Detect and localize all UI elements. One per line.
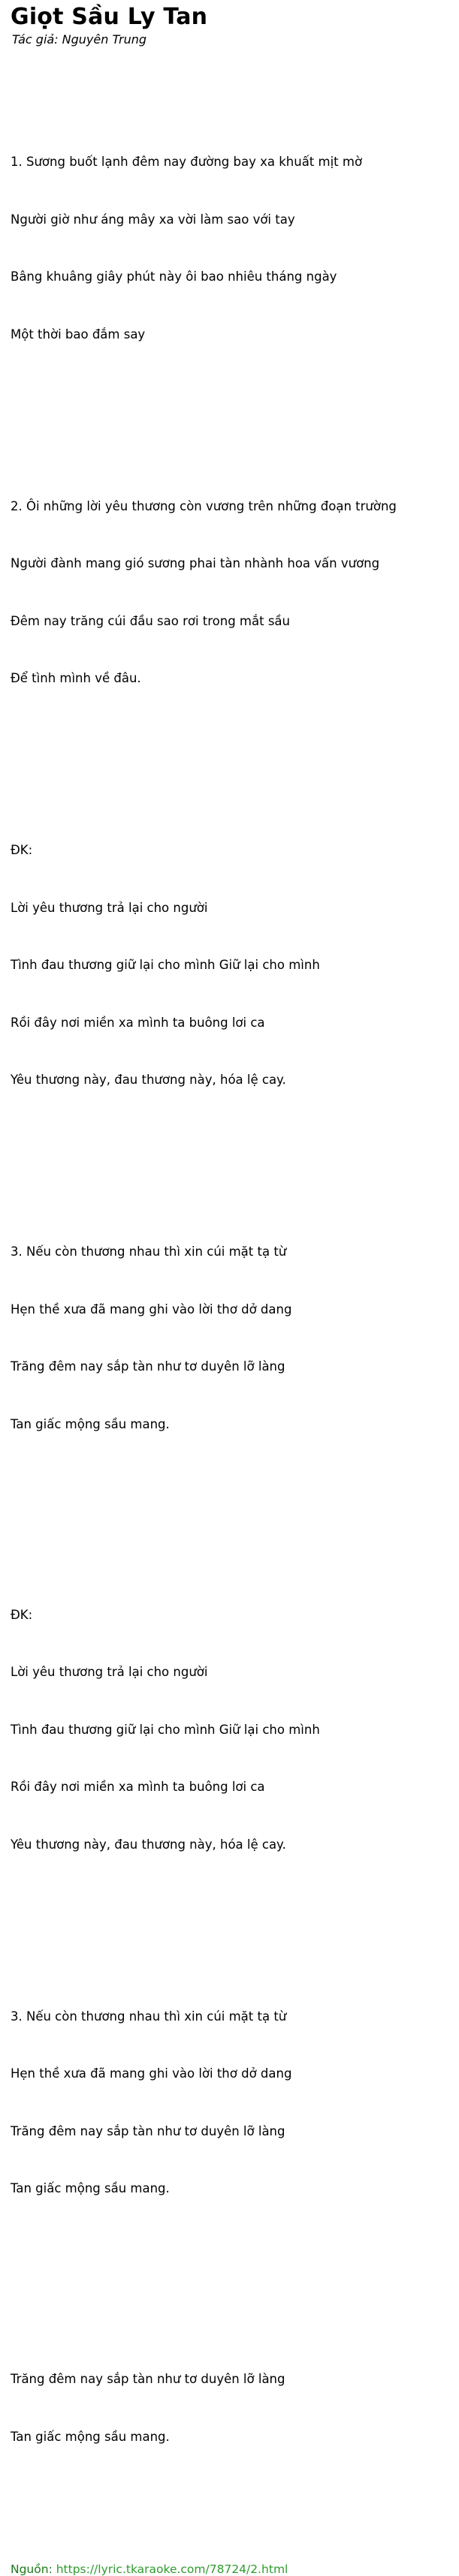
source-line bbox=[11, 2562, 448, 2576]
lyrics-line: Rồi đây nơi miền xa mình ta buông lơi ca bbox=[11, 1015, 265, 1030]
lyrics-line: Rồi đây nơi miền xa mình ta buông lơi ca bbox=[11, 1780, 265, 1794]
lyrics-stanza-chorus bbox=[11, 1567, 448, 1893]
lyrics-line: Trăng đêm nay sắp tàn như tơ duyên lỡ làng bbox=[11, 2372, 285, 2386]
lyrics-line: Tan giấc mộng sầu mang. bbox=[11, 2429, 170, 2444]
page-title: Giọt Sầu Ly Tan bbox=[11, 4, 208, 30]
lyrics-line: Bâng khuâng giây phút này ôi bao nhiêu tháng ngày bbox=[11, 269, 337, 284]
lyrics-stanza bbox=[11, 114, 448, 382]
lyrics-line: Trăng đêm nay sắp tàn như tơ duyên lỡ làng bbox=[11, 2123, 285, 2138]
source-label: Nguồn: bbox=[11, 2562, 56, 2576]
lyrics-line: Tình đau thương giữ lại cho mình Giữ lại cho mình bbox=[11, 958, 320, 972]
lyrics-line: Hẹn thề xưa đã mang ghi vào lời thơ dở dang bbox=[11, 2066, 292, 2081]
lyrics-line: Yêu thương này, đau thương này, hóa lệ cay. bbox=[11, 1073, 286, 1087]
lyrics-line: Tan giấc mộng sầu mang. bbox=[11, 1416, 170, 1431]
lyrics-line: Hẹn thề xưa đã mang ghi vào lời thơ dở dang bbox=[11, 1302, 292, 1317]
chorus-heading: ĐK: bbox=[11, 1607, 33, 1622]
lyrics-line: Đêm nay trăng cúi đầu sao rơi trong mắt sầu bbox=[11, 613, 290, 628]
chorus-heading: ĐK: bbox=[11, 843, 33, 857]
lyrics-line: 1. Sương buốt lạnh đêm nay đường bay xa khuất mịt mờ bbox=[11, 155, 363, 169]
lyrics-stanza bbox=[11, 459, 448, 727]
lyrics-line: 3. Nếu còn thương nhau thì xin cúi mặt tạ từ bbox=[11, 2009, 287, 2024]
lyrics-stanza bbox=[11, 2331, 448, 2484]
lyrics-body bbox=[11, 57, 448, 2561]
lyrics-line: Một thời bao đắm say bbox=[11, 327, 146, 342]
lyrics-stanza-chorus bbox=[11, 802, 448, 1128]
lyrics-line: Người đành mang gió sương phai tàn nhành hoa vấn vương bbox=[11, 556, 380, 570]
lyrics-line: Người giờ như áng mây xa vời làm sao với tay bbox=[11, 212, 295, 227]
lyrics-line: Yêu thương này, đau thương này, hóa lệ cay. bbox=[11, 1837, 286, 1852]
lyrics-stanza bbox=[11, 1204, 448, 1472]
lyrics-stanza bbox=[11, 1969, 448, 2237]
lyrics-line: 3. Nếu còn thương nhau thì xin cúi mặt tạ từ bbox=[11, 1244, 287, 1259]
lyrics-line: Lời yêu thương trả lại cho người bbox=[11, 1665, 208, 1679]
lyrics-line: Tan giấc mộng sầu mang. bbox=[11, 2181, 170, 2195]
lyrics-line: 2. Ôi những lời yêu thương còn vương trên những đoạn trường bbox=[11, 498, 397, 513]
song-author: Tác giả: Nguyên Trung bbox=[12, 32, 147, 47]
source-link[interactable]: https://lyric.tkaraoke.com/78724/2.html bbox=[56, 2562, 288, 2576]
lyrics-line: Trăng đêm nay sắp tàn như tơ duyên lỡ làng bbox=[11, 1359, 285, 1374]
lyrics-line: Tình đau thương giữ lại cho mình Giữ lại cho mình bbox=[11, 1722, 320, 1737]
lyrics-line: Lời yêu thương trả lại cho người bbox=[11, 900, 208, 915]
lyrics-line: Để tình mình về đâu. bbox=[11, 671, 141, 685]
